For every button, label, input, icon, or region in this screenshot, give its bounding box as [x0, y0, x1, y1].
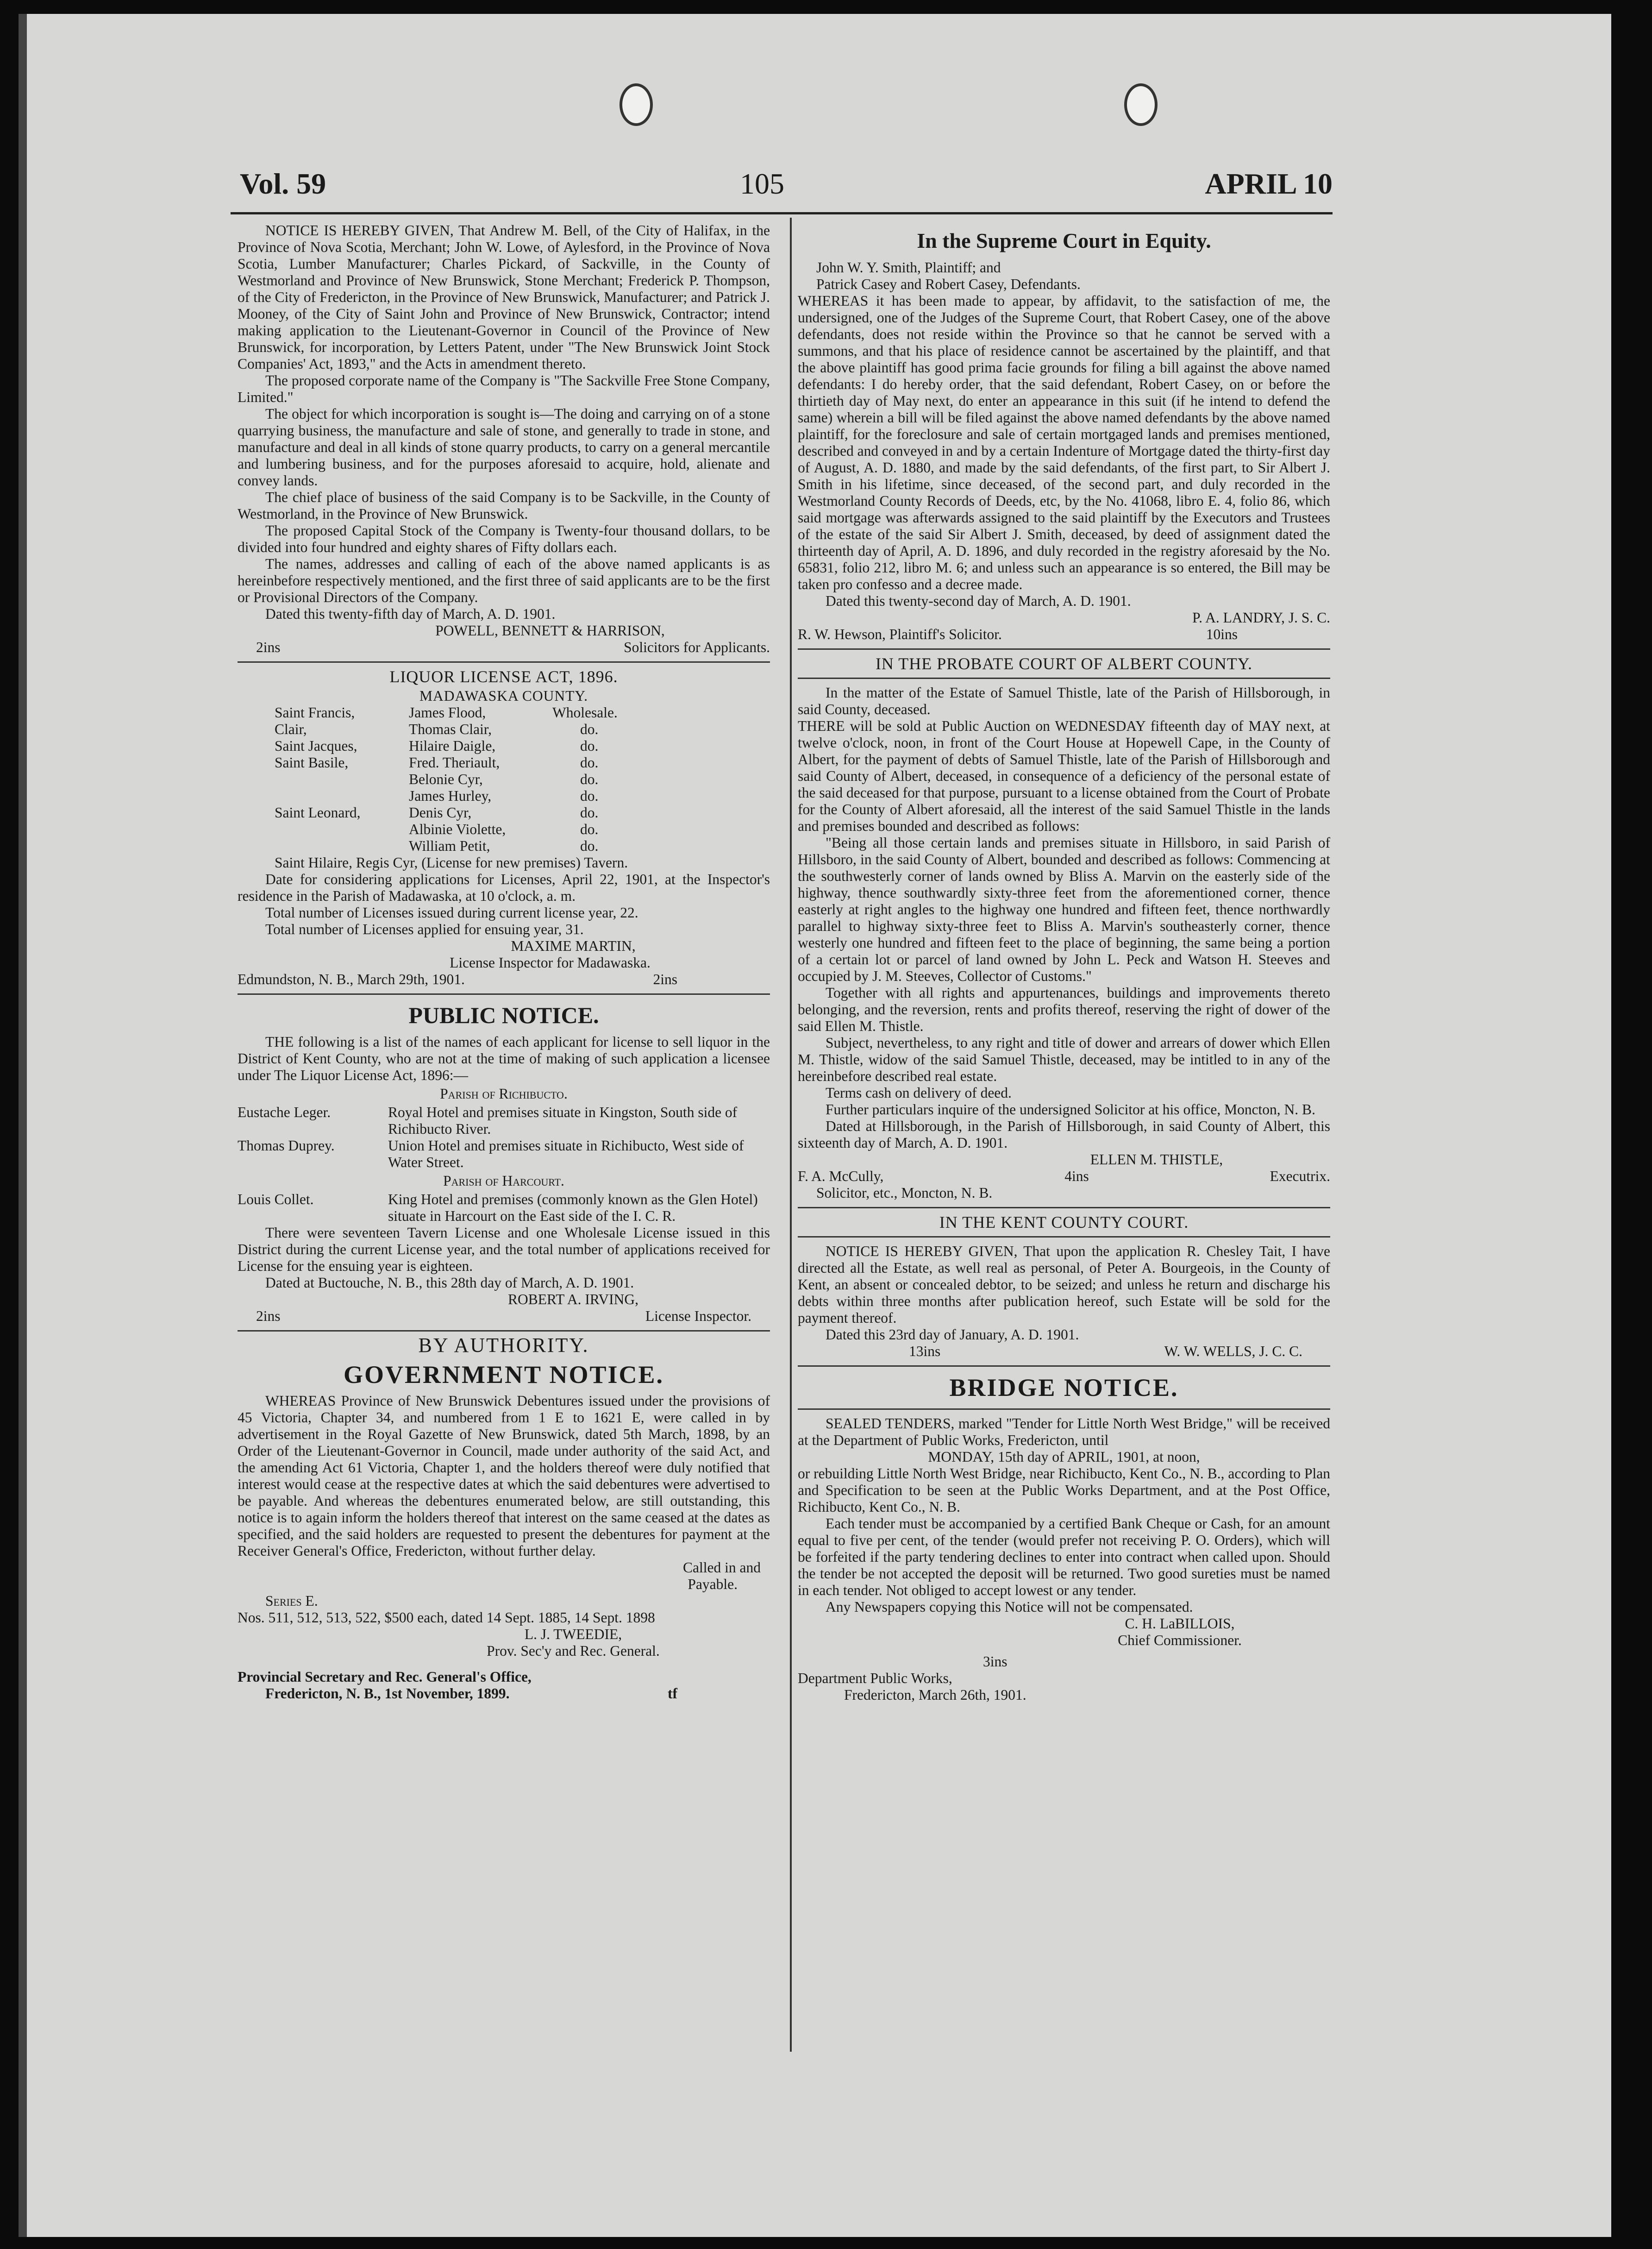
table-row: Albinie Violette, do.	[409, 821, 599, 837]
probate-court-notice	[798, 655, 1330, 1201]
insertion-count: 2ins	[256, 639, 281, 655]
divider	[798, 1236, 1330, 1238]
right-column	[798, 222, 1330, 1703]
insertion-count: 13ins	[909, 1343, 941, 1359]
public-notice	[238, 1000, 770, 1325]
parish-heading: Parish of Richibucto.	[440, 1086, 568, 1102]
notice-paragraph: Total number of Licenses issued during current license year, 22.	[265, 905, 638, 921]
office-line: Provincial Secretary and Rec. General's Office,	[238, 1669, 532, 1685]
table-row: Saint Francis, James Flood, Wholesale.	[275, 704, 618, 721]
notice-paragraph: THE following is a list of the names of each applicant for license to sell liquor in the District of Kent County, who are not at the time of making of such application a licensee under The Liquor License Act, 1896:—	[238, 1034, 770, 1083]
notice-paragraph: Terms cash on delivery of deed.	[826, 1085, 1012, 1101]
kent-county-notice	[798, 1214, 1330, 1360]
department-line: Department Public Works,	[798, 1670, 952, 1686]
divider	[798, 678, 1330, 679]
dated-line: Dated this twenty-second day of March, A. D. 1901.	[826, 593, 1131, 609]
signer-role: License Inspector for Madawaska.	[450, 955, 651, 971]
signature: POWELL, BENNETT & HARRISON,	[435, 622, 665, 639]
notice-paragraph: WHEREAS it has been made to appear, by affidavit, to the satisfaction of me, the undersigned, one of the Judges of the Supreme Court, that Robert Casey, one of the above defendants, does not reside within the Province so that he cannot be served with a summons, and that his place of residence cannot be ascertained by the plaintiff, and that the above plaintiff has good prima facie grounds for filing a bill against the above named defendants: I do hereby order, that the said defendant, Robert Casey, on or before the thirtieth day of May next, do enter an appearance in this suit (if he intend to defend the same) wherein a bill will be filed against the above named defendants by the above named plaintiff, for the foreclosure and sale of certain mortgaged lands and premises mentioned, described and conveyed in and by a certain Indenture of Mortgage dated the thirty-first day of August, A. D. 1880, and made by the said defendants, of the first part, to Sir Albert J. Smith in his lifetime, since deceased, of the second part, and duly recorded in the Westmorland County Records of Deeds, etc, by the No. 41068, libro E. 4, folio 86, which said mortgage was afterwards assigned to the said plaintiff by the Executors and Trustees of the estate of the said Sir Albert J. Smith, deceased, by deed of assignment dated the thirteenth day of April, A. D. 1896, and duly recorded in the registry aforesaid by the No. 65831, folio 212, libro M. 6; and unless such an appearance is so entered, the Bill may be taken pro confesso and a decree made.	[798, 293, 1330, 592]
divider	[238, 993, 770, 995]
table-row: William Petit, do.	[409, 838, 599, 854]
notice-paragraph: Together with all rights and appurtenances, buildings and improvements thereto belonging, and the reversion, rents and profits thereof, reserving the right of dower of the said Ellen M. Thistle.	[798, 985, 1330, 1034]
sackville-notice	[238, 222, 770, 656]
by-authority-heading: BY AUTHORITY.	[418, 1334, 589, 1357]
section-title: IN THE KENT COUNTY COURT.	[939, 1213, 1189, 1231]
divider	[238, 1330, 770, 1332]
notice-paragraph: NOTICE IS HEREBY GIVEN, That upon the application R. Chesley Tait, I have directed all the Estate, as well real as personal, of Peter A. Bourgeois, in the County of Kent, an absent or concealed debtor, to be seized; and unless he return and discharge his debts within three months after publication hereof, such Estate will be sold for the payment thereof.	[798, 1243, 1330, 1326]
notice-paragraph: There were seventeen Tavern License and one Wholesale License issued in this District during the current License year, and the total number of applications received for License for the ensuing year is eighteen.	[238, 1225, 770, 1274]
notice-paragraph: The proposed Capital Stock of the Company is Twenty-four thousand dollars, to be divided into four hundred and eighty shares of Fifty dollars each.	[238, 522, 770, 555]
signature-row	[798, 1343, 1330, 1360]
column-label: Called in and	[683, 1559, 761, 1576]
solicitor-line: F. A. McCully,	[798, 1168, 884, 1184]
insertion-count: 3ins	[983, 1653, 1007, 1670]
county-title: MADAWASKA COUNTY.	[419, 688, 588, 704]
notice-paragraph: NOTICE IS HEREBY GIVEN, That Andrew M. Bell, of the City of Halifax, in the Province of Nova Scotia, Merchant; John W. Lowe, of Aylesford, in the Province of Nova Scotia, Lumber Manufacturer; Charles Pickard, of Sackville, in the County of Westmorland and Province of New Brunswick, Stone Merchant; Frederick P. Thompson, of the City of Fredericton, in the Province of New Brunswick, Manufacturer; and Patrick J. Mooney, of the City of Saint John and Province of New Brunswick, Contractor; intend making application to the Lieutenant-Governor in Council of the Province of New Brunswick, for incorporation, by Letters Patent, under "The New Brunswick Joint Stock Companies' Act, 1893," and the Acts in amendment thereto.	[238, 222, 770, 372]
place-date: Fredericton, March 26th, 1901.	[844, 1687, 1026, 1703]
notice-paragraph: The proposed corporate name of the Company is "The Sackville Free Stone Company, Limited."	[238, 372, 770, 405]
section-title: PUBLIC NOTICE.	[408, 1002, 599, 1028]
debenture-numbers: Nos. 511, 512, 513, 522, $500 each, dated 14 Sept. 1885, 14 Sept. 1898	[238, 1609, 655, 1626]
table-row: Saint Basile, Fred. Theriault, do.	[275, 754, 599, 771]
section-title: LIQUOR LICENSE ACT, 1896.	[389, 667, 618, 686]
signer-role: Solicitors for Applicants.	[624, 639, 770, 655]
deadline-line: MONDAY, 15th day of APRIL, 1901, at noon,	[928, 1449, 1200, 1465]
signer-role: License Inspector.	[645, 1308, 751, 1324]
column-label: Payable.	[688, 1576, 738, 1592]
license-list	[238, 704, 770, 854]
series-label: Series E.	[265, 1593, 318, 1609]
insertion-code: tf	[668, 1685, 677, 1702]
signature: L. J. TWEEDIE,	[524, 1626, 622, 1642]
punch-hole	[620, 83, 653, 126]
signer-role: Prov. Sec'y and Rec. General.	[487, 1643, 660, 1659]
dated-line: Dated this twenty-fifth day of March, A. D. 1901.	[265, 606, 556, 622]
notice-paragraph: WHEREAS Province of New Brunswick Debentures issued under the provisions of 45 Victoria, Chapter 34, and numbered from 1 E to 1621 E, were called in by advertisement in the Royal Gazette of New Brunswick, dated 5th March, 1898, by an Order of the Lieutenant-Governor in Council, made under authority of the said Act, and the amending Act 61 Victoria, Chapter 1, and the holders thereof were duly notified that interest would cease at the respective dates at which the said debentures were advertised to be payable. And whereas the debentures enumerated below, are still outstanding, this notice is to again inform the holders thereof that interest on the same ceased at the dates as specified, and the said holders are requested to present the debentures for payment at the Receiver General's Office, Fredericton, without further delay.	[238, 1393, 770, 1559]
punch-hole	[1124, 83, 1158, 126]
notice-paragraph: THERE will be sold at Public Auction on WEDNESDAY fifteenth day of MAY next, at twelve o'clock, noon, in front of the Court House at Hopewell Cape, in the County of Albert, for the payment of debts of Samuel Thistle, late of the Parish of Hillsborough and said County of Albert, deceased, in consequence of a deficiency of the personal estate of the said deceased for that purpose, pursuant to a license obtained from the Court of Probate for the County of Albert aforesaid, all the interest of the said Samuel Thistle in the lands and premises bounded and described as follows:	[798, 718, 1330, 834]
government-notice	[238, 1334, 770, 1702]
notice-paragraph: Total number of Licenses applied for ensuing year, 31.	[265, 921, 584, 937]
insertion-count: 4ins	[1064, 1168, 1089, 1184]
parish-heading: Parish of Harcourt.	[443, 1173, 564, 1189]
signature: P. A. LANDRY, J. S. C.	[1192, 609, 1330, 626]
dated-line: Dated this 23rd day of January, A. D. 1901.	[826, 1326, 1079, 1343]
signature-row	[238, 1308, 770, 1325]
notice-paragraph: Each tender must be accompanied by a certified Bank Cheque or Cash, for an amount equal to five per cent, of the tender (would prefer not receiving P. O. Orders), which will be forfeited if the party tendering declines to enter into contract when called upon. Should the tender be not accepted the deposit will be returned. Two good sureties must be named in each tender. Not obliged to accept lowest or any tender.	[798, 1515, 1330, 1598]
table-row: Clair, Thomas Clair, do.	[275, 721, 599, 737]
supreme-court-notice	[798, 226, 1330, 643]
table-row: James Hurley, do.	[409, 788, 599, 804]
signature: MAXIME MARTIN,	[511, 938, 636, 954]
signature-row	[238, 1685, 770, 1702]
parties-line: John W. Y. Smith, Plaintiff; and	[816, 259, 1001, 276]
insertion-count: 2ins	[256, 1308, 281, 1324]
signer-role: Executrix.	[1270, 1168, 1330, 1184]
column-divider	[790, 218, 792, 2052]
place-date: Edmundston, N. B., March 29th, 1901.	[238, 971, 465, 987]
liquor-license-notice	[238, 668, 770, 988]
insertion-count: 10ins	[1206, 626, 1238, 642]
place-date: Fredericton, N. B., 1st November, 1899.	[265, 1685, 510, 1702]
property-description: "Being all those certain lands and premises situate in Hillsboro, in said Parish of Hillsboro, in the said County of Albert, bounded and described as follows: Commencing at the southwesterly corner of lands owned by Bliss A. Marvin on the easterly side of the highway, thence southwardly sixty-three feet from the aforementioned corner, thence easterly at right angles to the highway one hundred and fifteen feet, thence northwardly parallel to highway sixty-three feet to Bliss A. Marvin's southeasterly corner, thence westerly one hundred and fifteen feet to the place of beginning, the same being a portion of a certain lot or parcel of land owned by John L. Peck and Watson H. Steeves and occupied by J. M. Steeves, Collector of Customs."	[798, 835, 1330, 984]
divider	[798, 1207, 1330, 1208]
page-header	[240, 167, 1333, 208]
page-number: 105	[740, 167, 784, 200]
section-title: BRIDGE NOTICE.	[949, 1374, 1179, 1401]
notice-paragraph: Date for considering applications for Licenses, April 22, 1901, at the Inspector's residence in the Parish of Madawaska, at 10 o'clock, a. m.	[238, 871, 770, 904]
signature-row	[238, 639, 770, 656]
signature-row	[798, 626, 1330, 643]
matter-line: In the matter of the Estate of Samuel Thistle, late of the Parish of Hillsborough, in said County, deceased.	[798, 685, 1330, 717]
notice-paragraph: Subject, nevertheless, to any right and title of dower and arrears of dower which Ellen M. Thistle, widow of the said Samuel Thistle, deceased, may be intitled to in any of the hereinbefore described real estate.	[798, 1035, 1330, 1084]
issue-date: APRIL 10	[1205, 167, 1333, 200]
notice-paragraph: Further particulars inquire of the undersigned Solicitor at his office, Moncton, N. B.	[826, 1101, 1315, 1118]
parties-line: Patrick Casey and Robert Casey, Defendants.	[816, 276, 1081, 292]
signature: C. H. LaBILLOIS,	[1125, 1615, 1235, 1632]
notice-paragraph: or rebuilding Little North West Bridge, near Richibucto, Kent Co., N. B., according to Plan and Specification to be seen at the Public Works Department, and at the Post Office, Richibucto, Kent Co., N. B.	[798, 1465, 1330, 1515]
left-column	[238, 222, 770, 1702]
notice-paragraph: Any Newspapers copying this Notice will not be compensated.	[826, 1599, 1193, 1615]
table-row: Belonie Cyr, do.	[409, 771, 599, 787]
list-item: Eustache Leger. Royal Hotel and premises situate in Kingston, South side of Richibucto River.	[238, 1104, 738, 1137]
signer-role: Chief Commissioner.	[1118, 1632, 1242, 1648]
divider	[798, 1408, 1330, 1410]
list-item: Thomas Duprey. Union Hotel and premises situate in Richibucto, West side of Water Street.	[238, 1137, 744, 1170]
divider	[798, 1365, 1330, 1367]
tavern-line: Saint Hilaire, Regis Cyr, (License for new premises) Tavern.	[275, 854, 628, 871]
table-row: Saint Leonard, Denis Cyr, do.	[275, 804, 599, 821]
signature: ELLEN M. THISTLE,	[1090, 1151, 1223, 1168]
notice-paragraph: The object for which incorporation is sought is—The doing and carrying on of a stone quarrying business, the manufacture and sale of stone, and generally to trade in stone, and manufacture and deal in all kinds of stone quarry products, to carry on a general mercantile and lumbering business, and for the purposes aforesaid to acquire, hold, alienate and convey lands.	[238, 406, 770, 489]
signature-row	[798, 1168, 1330, 1185]
divider	[798, 648, 1330, 650]
insertion-count: 2ins	[653, 971, 677, 987]
notice-paragraph: The names, addresses and calling of each of the above named applicants is as hereinbefore respectively mentioned, and the first three of said applicants are to be the first or Provisional Directors of the Company.	[238, 556, 770, 605]
bridge-notice	[798, 1372, 1330, 1703]
section-title: GOVERNMENT NOTICE.	[343, 1361, 664, 1388]
section-title: In the Supreme Court in Equity.	[917, 229, 1211, 252]
dated-line: Dated at Buctouche, N. B., this 28th day of March, A. D. 1901.	[265, 1275, 634, 1291]
signature-row	[238, 971, 770, 988]
volume-number: Vol. 59	[240, 167, 326, 200]
solicitor-role: Solicitor, etc., Moncton, N. B.	[816, 1185, 993, 1201]
solicitor-line: R. W. Hewson, Plaintiff's Solicitor.	[798, 626, 1002, 642]
signature: ROBERT A. IRVING,	[507, 1291, 639, 1307]
gazette-page	[19, 14, 1611, 2237]
signature: W. W. WELLS, J. C. C.	[1164, 1343, 1302, 1359]
header-rule	[231, 212, 1333, 214]
section-title: IN THE PROBATE COURT OF ALBERT COUNTY.	[875, 654, 1253, 673]
notice-paragraph: SEALED TENDERS, marked "Tender for Little North West Bridge," will be received at the Department of Public Works, Fredericton, until	[798, 1415, 1330, 1448]
dated-line: Dated at Hillsborough, in the Parish of Hillsborough, in said County of Albert, this sixteenth day of March, A. D. 1901.	[798, 1118, 1330, 1151]
divider	[238, 661, 770, 663]
table-row: Saint Jacques, Hilaire Daigle, do.	[275, 738, 599, 754]
list-item: Louis Collet. King Hotel and premises (commonly known as the Glen Hotel) situate in Harcourt on the East side of the I. C. R.	[238, 1191, 758, 1224]
notice-paragraph: The chief place of business of the said Company is to be Sackville, in the County of Westmorland, in the Province of New Brunswick.	[238, 489, 770, 522]
